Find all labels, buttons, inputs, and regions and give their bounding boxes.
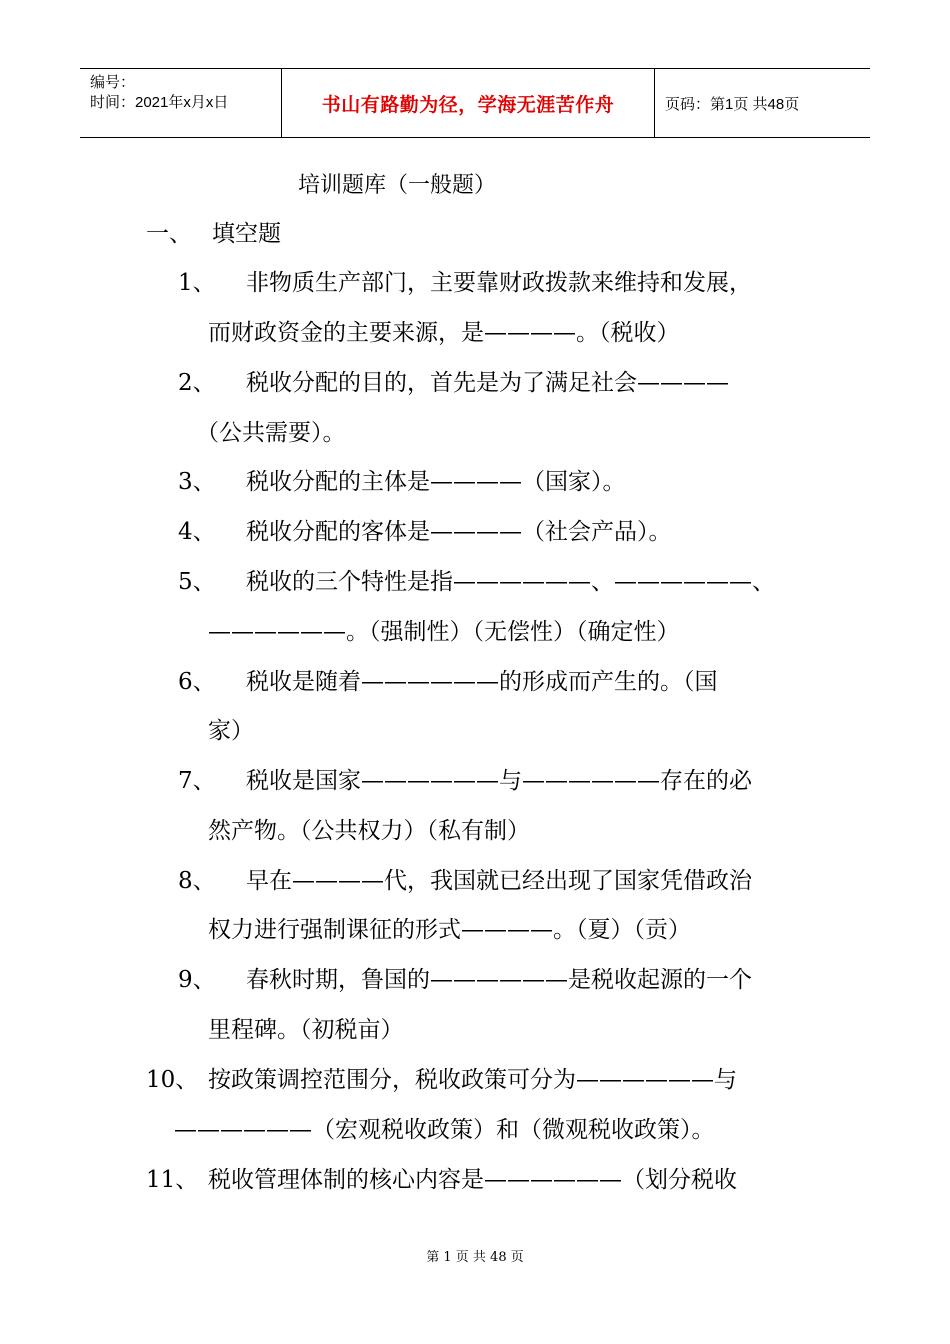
header-meta <box>90 73 228 113</box>
question-1-continued: 而财政资金的主要来源，是————。（税收） <box>208 320 680 346</box>
header-divider <box>654 69 655 137</box>
question-number: 5、 <box>178 569 216 595</box>
question-text: 按政策调控范围分，税收政策可分为——————与 <box>208 1067 737 1093</box>
section-label: 填空题 <box>212 221 281 247</box>
question-5 <box>178 564 775 600</box>
question-2-continued: （公共需要）。 <box>196 420 346 446</box>
question-6 <box>178 664 718 700</box>
question-text: 税收分配的目的，首先是为了满足社会———— <box>246 370 729 396</box>
question-10 <box>146 1062 737 1098</box>
question-7 <box>178 763 752 799</box>
question-text: 税收分配的客体是————（社会产品）。 <box>246 519 672 545</box>
question-9 <box>178 962 752 998</box>
question-2 <box>178 365 729 401</box>
question-number: 10、 <box>146 1067 199 1093</box>
question-number: 8、 <box>178 868 216 894</box>
header-motto: 书山有路勤为径，学海无涯苦作舟 <box>321 93 615 116</box>
question-7-continued: 然产物。（公共权力）（私有制） <box>208 818 530 844</box>
question-number: 3、 <box>178 469 216 495</box>
question-10-continued: ——————（宏观税收政策）和（微观税收政策）。 <box>174 1117 715 1143</box>
section-heading <box>146 216 281 252</box>
question-text: 税收是国家——————与——————存在的必 <box>246 768 752 794</box>
question-text: 税收的三个特性是指——————、——————、 <box>246 569 775 595</box>
document-title: 培训题库（一般题） <box>298 173 497 198</box>
question-text: 税收管理体制的核心内容是——————（划分税收 <box>208 1167 737 1193</box>
question-text: 早在————代，我国就已经出现了国家凭借政治 <box>246 868 752 894</box>
question-5-continued: ——————。（强制性）（无偿性）（确定性） <box>208 619 680 645</box>
question-4 <box>178 514 672 550</box>
question-8 <box>178 863 752 899</box>
question-11 <box>146 1162 737 1198</box>
page-footer: 第 1 页 共 48 页 <box>426 1250 524 1265</box>
header-table <box>80 68 870 138</box>
question-8-continued: 权力进行强制课征的形式————。（夏）（贡） <box>208 917 691 943</box>
question-number: 11、 <box>146 1167 199 1193</box>
question-text: 非物质生产部门，主要靠财政拨款来维持和发展， <box>246 270 752 296</box>
section-number: 一、 <box>146 221 192 247</box>
question-number: 2、 <box>178 370 216 396</box>
question-text: 税收是随着——————的形成而产生的。（国 <box>246 669 718 695</box>
question-number: 4、 <box>178 519 216 545</box>
question-text: 税收分配的主体是————（国家）。 <box>246 469 626 495</box>
question-9-continued: 里程碑。（初税亩） <box>208 1017 404 1043</box>
question-number: 6、 <box>178 669 216 695</box>
question-6-continued: 家） <box>208 718 254 744</box>
question-number: 9、 <box>178 967 216 993</box>
question-number: 1、 <box>178 270 216 296</box>
question-3 <box>178 464 626 500</box>
header-page-info: 页码：第1页 共48页 <box>665 95 800 113</box>
question-text: 春秋时期，鲁国的——————是税收起源的一个 <box>246 967 752 993</box>
question-number: 7、 <box>178 768 216 794</box>
number-label: 编号： <box>90 74 136 91</box>
date-label: 时间：2021年x月x日 <box>90 94 229 111</box>
question-1 <box>178 265 752 301</box>
